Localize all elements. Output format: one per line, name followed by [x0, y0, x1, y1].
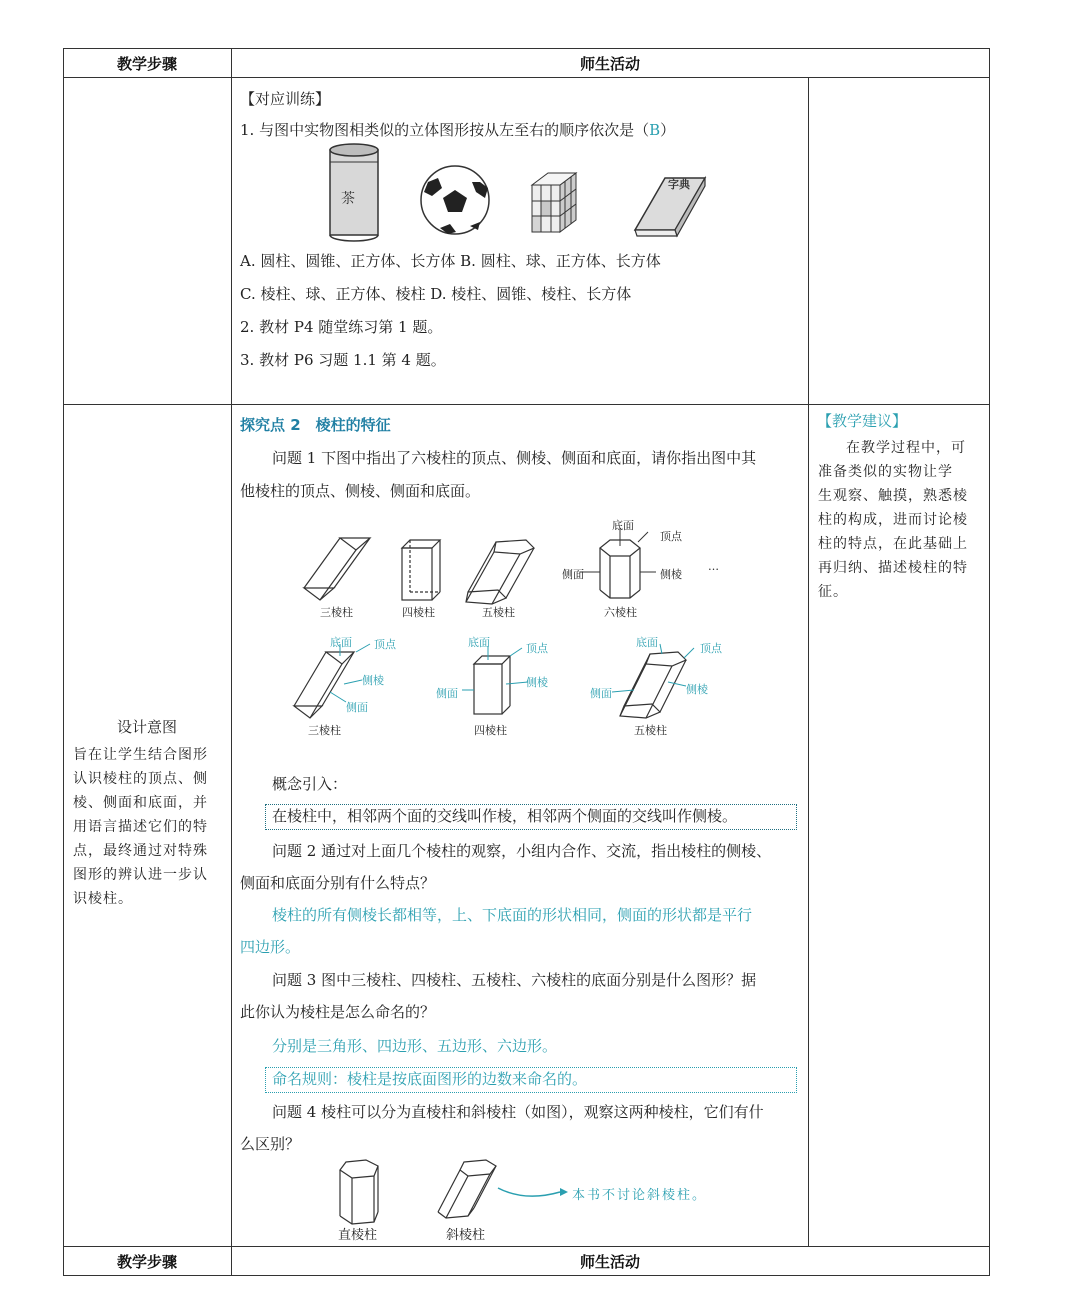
teaching-advice-title: 【教学建议】 — [817, 412, 908, 430]
caption-hexagonal: 六棱柱 — [604, 606, 637, 619]
annotated-triangular-prism — [294, 652, 354, 718]
header-steps: 教学步骤 — [116, 55, 177, 73]
design-intent-line: 认识棱柱的顶点、侧 — [73, 771, 208, 787]
ann-vertex-2: 顶点 — [526, 642, 548, 655]
ann-base-3: 底面 — [636, 636, 658, 649]
caption-pentagonal: 五棱柱 — [482, 606, 515, 619]
ann-vertex-1: 顶点 — [374, 638, 396, 651]
explore-q1-line1: 问题 1 下图中指出了六棱柱的顶点、侧棱、侧面和底面，请你指出图中其 — [272, 449, 757, 467]
tea-can-label: 茶 — [341, 191, 355, 207]
ann-face-3: 侧面 — [590, 687, 612, 700]
ann-edge-3: 侧棱 — [686, 683, 708, 696]
triangular-prism-figure — [304, 538, 370, 600]
hexagonal-prism-figure — [600, 540, 640, 598]
design-intent-line: 旨在让学生结合图形 — [73, 747, 208, 763]
ann-base-1: 底面 — [330, 636, 352, 649]
design-intent-line: 用语言描述它们的特 — [73, 819, 208, 835]
header-bottom-border — [63, 77, 990, 78]
hexagonal-arrows — [580, 528, 656, 572]
hex-label-face: 侧面 — [562, 568, 584, 581]
explore-a3: 分别是三角形、四边形、五边形、六边形。 — [272, 1037, 558, 1055]
caption-triangular: 三棱柱 — [320, 606, 353, 619]
ann-edge-2: 侧棱 — [526, 676, 548, 689]
teaching-advice-line: 再归纳、描述棱柱的特 — [818, 560, 968, 576]
q1-suffix: ） — [660, 121, 676, 139]
design-intent-line: 点，最终通过对特殊 — [73, 843, 208, 859]
ann-face-2: 侧面 — [436, 687, 458, 700]
table-right-border — [989, 48, 990, 1275]
explore-a2-line2: 四边形。 — [240, 938, 301, 956]
object-pictures — [320, 140, 720, 240]
concept-intro: 概念引入： — [272, 775, 348, 793]
soccer-ball-image — [421, 166, 489, 234]
hex-label-vertex: 顶点 — [660, 530, 682, 543]
explore-q2-line2: 侧面和底面分别有什么特点？ — [240, 874, 436, 892]
oblique-note: 本书不讨论斜棱柱。 — [572, 1188, 708, 1203]
teaching-advice-line: 在教学过程中，可 — [846, 440, 966, 456]
design-intent-title: 设计意图 — [116, 718, 177, 736]
explore-heading: 探究点 2 棱柱的特征 — [240, 416, 391, 434]
options-a-b: A. 圆柱、圆锥、正方体、长方体 B. 圆柱、球、正方体、长方体 — [240, 252, 661, 270]
teaching-advice-line: 生观察、触摸，熟悉棱 — [818, 488, 968, 504]
practice-title: 【对应训练】 — [240, 90, 331, 108]
right-prism-figure — [340, 1160, 378, 1224]
explore-q4-line2: 么区别？ — [240, 1135, 301, 1153]
options-c-d: C. 棱柱、球、正方体、棱柱 D. 棱柱、圆锥、棱柱、长方体 — [240, 285, 632, 303]
table-bottom-border — [63, 1275, 990, 1276]
caption-square: 四棱柱 — [402, 606, 435, 619]
col-divider-1 — [231, 48, 232, 1275]
practice-q1 — [240, 120, 675, 140]
teaching-advice-line: 征。 — [818, 584, 848, 600]
ann-face-1: 侧面 — [346, 701, 368, 714]
ann-vertex-3: 顶点 — [700, 642, 722, 655]
oblique-note-arrowhead — [560, 1188, 568, 1196]
row1-bottom-border — [63, 404, 990, 405]
table-left-border — [63, 48, 64, 1275]
footer-activity: 师生活动 — [579, 1253, 640, 1271]
annotation-arrows — [330, 644, 694, 702]
annotated-pentagonal-prism — [620, 652, 686, 718]
practice-item-3: 3. 教材 P6 习题 1.1 第 4 题。 — [240, 351, 446, 369]
oblique-note-arrow — [498, 1188, 560, 1196]
cube-image — [532, 173, 576, 232]
footer-top-border — [63, 1246, 990, 1247]
prism-figures-row2 — [290, 630, 750, 730]
teaching-advice-line: 柱的构成，进而讨论棱 — [818, 512, 968, 528]
design-intent-line: 棱、侧面和底面，并 — [73, 795, 208, 811]
design-intent-body — [73, 743, 208, 911]
q1-prefix: 1. 与图中实物图相类似的立体图形按从左至右的顺序依次是（ — [240, 121, 650, 139]
explore-q3-line2: 此你认为棱柱是怎么命名的？ — [240, 1003, 436, 1021]
pentagonal-prism-figure — [466, 540, 534, 604]
concept-box-text: 在棱柱中，相邻两个面的交线叫作棱，相邻两个侧面的交线叫作侧棱。 — [272, 807, 738, 825]
ann-edge-1: 侧棱 — [362, 674, 384, 687]
explore-q1-line2: 他棱柱的顶点、侧棱、侧面和底面。 — [240, 482, 481, 500]
q1-answer: B — [649, 121, 661, 139]
design-intent-line: 图形的辨认进一步认 — [73, 867, 208, 883]
explore-q4-line1: 问题 4 棱柱可以分为直棱柱和斜棱柱（如图），观察这两种棱柱，它们有什 — [272, 1103, 764, 1121]
footer-steps: 教学步骤 — [116, 1253, 177, 1271]
explore-q3-line1: 问题 3 图中三棱柱、四棱柱、五棱柱、六棱柱的底面分别是什么图形？据 — [272, 971, 757, 989]
square-prism-figure — [402, 540, 440, 600]
annotated-square-prism — [474, 656, 510, 714]
table-top-border — [63, 48, 990, 49]
ann-base-2: 底面 — [468, 636, 490, 649]
caption-ann-triangular: 三棱柱 — [308, 724, 341, 737]
naming-box-text: 命名规则：棱柱是按底面图形的边数来命名的。 — [272, 1070, 588, 1088]
oblique-prism-figure — [438, 1160, 496, 1218]
practice-item-2: 2. 教材 P4 随堂练习第 1 题。 — [240, 318, 443, 336]
caption-ann-pentagonal: 五棱柱 — [634, 724, 667, 737]
teaching-advice-body — [818, 436, 968, 604]
caption-ann-square: 四棱柱 — [474, 724, 507, 737]
hex-label-top: 底面 — [612, 519, 634, 532]
teaching-advice-line: 准备类似的实物让学 — [818, 464, 953, 480]
teaching-advice-line: 柱的特点，在此基础上 — [818, 536, 968, 552]
header-activity: 师生活动 — [579, 55, 640, 73]
explore-a2-line1: 棱柱的所有侧棱长都相等，上、下底面的形状相同，侧面的形状都是平行 — [272, 906, 753, 924]
hex-label-edge: 侧棱 — [660, 568, 682, 581]
col-divider-2 — [808, 77, 809, 1246]
right-prism-label: 直棱柱 — [338, 1228, 378, 1243]
dictionary-label: 字典 — [668, 178, 690, 191]
ellipsis: … — [708, 560, 719, 573]
prism-figures-row1 — [290, 510, 750, 620]
explore-q2-line1: 问题 2 通过对上面几个棱柱的观察，小组内合作、交流，指出棱柱的侧棱、 — [272, 842, 772, 860]
oblique-prism-label: 斜棱柱 — [446, 1228, 486, 1243]
design-intent-line: 识棱柱。 — [73, 891, 133, 907]
